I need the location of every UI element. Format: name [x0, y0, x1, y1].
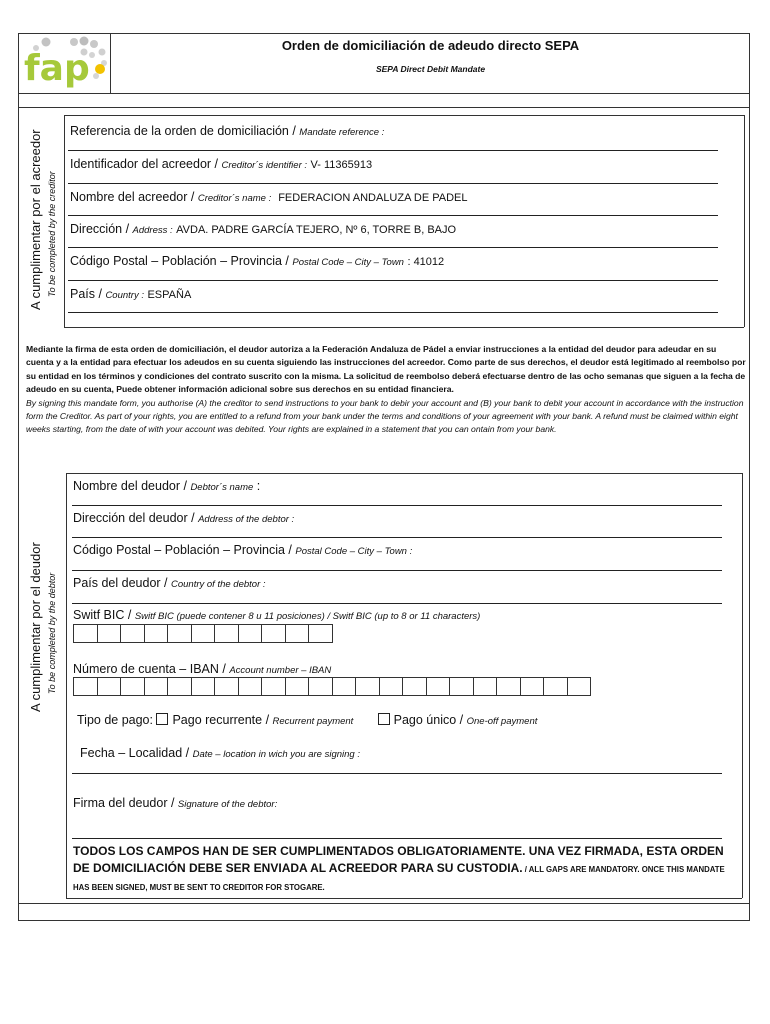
- creditor-identifier-value: V- 11365913: [310, 159, 373, 171]
- iban-character-cell[interactable]: [355, 677, 380, 696]
- debtor-country-label: País del deudor /: [73, 576, 171, 590]
- creditor-identifier-line: [68, 183, 718, 184]
- creditor-country-value: ESPAÑA: [147, 289, 192, 301]
- creditor-name-label: Nombre del acreedor /: [70, 190, 198, 204]
- creditor-postal-field: [70, 254, 444, 268]
- iban-character-cell[interactable]: [97, 677, 122, 696]
- bic-character-cell[interactable]: [191, 624, 216, 643]
- debtor-box-left: [66, 473, 67, 898]
- creditor-identifier-label-en: Creditor´s identifier :: [221, 160, 308, 171]
- debtor-name-suffix: :: [253, 479, 261, 493]
- creditor-country-label: País /: [70, 287, 106, 301]
- bic-field: [73, 608, 480, 622]
- iban-character-cell[interactable]: [567, 677, 592, 696]
- debtor-postal-label: Código Postal – Población – Provincia /: [73, 543, 296, 557]
- signature-input-line[interactable]: [72, 838, 722, 839]
- iban-character-cell[interactable]: [520, 677, 545, 696]
- signature-label-en: Signature of the debtor:: [177, 799, 278, 810]
- one-off-payment-label: Pago único /: [393, 713, 467, 727]
- creditor-address-line: [68, 247, 718, 248]
- debtor-side-label-en: To be completed by the debtor: [47, 572, 57, 694]
- iban-label-en: Account number – IBAN: [229, 665, 332, 676]
- signature-field: [73, 796, 277, 810]
- creditor-address-field: [70, 222, 456, 236]
- iban-character-cell[interactable]: [496, 677, 521, 696]
- iban-character-cell[interactable]: [379, 677, 404, 696]
- one-off-payment-label-en: One-off payment: [466, 716, 538, 727]
- iban-character-cell[interactable]: [191, 677, 216, 696]
- bic-character-cell[interactable]: [73, 624, 98, 643]
- bic-character-cell[interactable]: [120, 624, 145, 643]
- signature-label: Firma del deudor /: [73, 796, 178, 810]
- mandatory-notice: [73, 843, 733, 896]
- debtor-name-label-en: Debtor´s name: [190, 482, 254, 493]
- iban-character-cell[interactable]: [238, 677, 263, 696]
- header-divider: [18, 93, 750, 94]
- date-location-label: Fecha – Localidad /: [80, 746, 193, 760]
- creditor-name-label-en: Creditor´s name :: [197, 193, 272, 204]
- date-location-field: [80, 746, 360, 760]
- iban-character-cell[interactable]: [214, 677, 239, 696]
- bic-label-en: Switf BIC (puede contener 8 u 11 posiciones) / Switf BIC (up to 8 or 11 characters): [134, 611, 481, 622]
- mandate-reference-label: Referencia de la orden de domiciliación /: [70, 124, 300, 138]
- debtor-postal-input-line[interactable]: [72, 570, 722, 571]
- date-location-input-line[interactable]: [72, 773, 722, 774]
- form-subtitle: SEPA Direct Debit Mandate: [375, 64, 486, 74]
- mandate-reference-line: [68, 150, 718, 151]
- creditor-country-label-en: Country :: [105, 290, 144, 301]
- debtor-address-label-en: Address of the debtor :: [198, 514, 295, 525]
- debtor-address-field: [73, 511, 294, 525]
- legal-text-en: By signing this mandate form, you authorise (A) the creditor to send instructions to your bank to debir your account and (B) your bank to debit your account in accordance with the instruction form the Creditor. As part of your rights, you are entitled to a refund from your bank under the terms and conditions of your agreement with your bank. A refund must be claimed within eight weeks starting, from the date of with your account was debited. Your rights are explained in a statement that you can ontain from your bank.: [26, 397, 744, 435]
- creditor-address-label-en: Address :: [132, 225, 173, 236]
- creditor-name-line: [68, 215, 718, 216]
- bic-character-cell[interactable]: [238, 624, 263, 643]
- iban-character-cell[interactable]: [473, 677, 498, 696]
- creditor-address-value: AVDA. PADRE GARCÍA TEJERO, Nº 6, TORRE B, BAJO: [176, 224, 457, 236]
- creditor-country-field: [70, 287, 191, 301]
- bic-character-cell[interactable]: [167, 624, 192, 643]
- bic-character-cell[interactable]: [308, 624, 333, 643]
- iban-character-cell[interactable]: [120, 677, 145, 696]
- debtor-name-label: Nombre del deudor /: [73, 479, 191, 493]
- creditor-postal-line: [68, 280, 718, 281]
- debtor-address-label: Dirección del deudor /: [73, 511, 199, 525]
- mandate-reference-label-en: Mandate reference :: [299, 127, 385, 138]
- iban-label: Número de cuenta – IBAN /: [73, 662, 230, 676]
- debtor-box-right: [742, 473, 743, 898]
- creditor-side-label-en: To be completed by the creditor: [47, 171, 57, 297]
- logo-text: fap: [24, 48, 90, 89]
- creditor-identifier-label: Identificador del acreedor /: [70, 157, 222, 171]
- bic-label: Switf BIC /: [73, 608, 135, 622]
- mandate-reference-field: [70, 124, 384, 138]
- iban-input-cells[interactable]: [73, 677, 590, 696]
- debtor-country-field: [73, 576, 266, 590]
- creditor-identifier-field: [70, 157, 372, 171]
- legal-text-es: Mediante la firma de esta orden de domiciliación, el deudor autoriza a la Federación Andaluza de Pádel a enviar instrucciones a la entidad del deudor para adeudar en su cuenta y a la entidad para efectuar los adeudos en su cuenta siguiendo las instrucciones del acreedor. Como parte de sus derechos, el deudor está legitimado al reembolso por su entidad en los términos y condiciones del contrato suscrito con la misma. La solicitud de reembolso deberá efectuarse dentro de las ocho semanas que siguen a la fecha de adeudo en su cuenta, Puede obtener información adicional sobre sus derechos en su entidad financiera.: [26, 344, 746, 395]
- creditor-box-bottom: [64, 327, 744, 328]
- creditor-country-line: [68, 312, 718, 313]
- creditor-postal-label: Código Postal – Población – Provincia /: [70, 254, 293, 268]
- iban-character-cell[interactable]: [402, 677, 427, 696]
- spacer-divider: [18, 107, 750, 108]
- form-title: Orden de domiciliación de adeudo directo SEPA: [281, 38, 580, 53]
- creditor-box-left: [64, 115, 65, 327]
- iban-character-cell[interactable]: [167, 677, 192, 696]
- iban-character-cell[interactable]: [426, 677, 451, 696]
- debtor-box-bottom: [66, 898, 742, 899]
- mandatory-notice-en: / ALL GAPS ARE MANDATORY. ONCE THIS MANDATE HAS BEEN SIGNED, MUST BE SENT TO CREDITOR FOR STOGARE.: [73, 865, 725, 892]
- creditor-postal-label-en: Postal Code – City – Town: [292, 257, 404, 268]
- debtor-box-top: [66, 473, 742, 474]
- creditor-postal-value: : 41012: [407, 256, 445, 268]
- creditor-address-label: Dirección /: [70, 222, 133, 236]
- header-divider-vertical: [110, 33, 111, 93]
- debtor-name-field: [73, 479, 260, 493]
- creditor-side-label: A cumplimentar por el acreedor: [28, 129, 43, 310]
- date-location-label-en: Date – location in wich you are signing :: [192, 749, 360, 760]
- recurrent-payment-label: Pago recurrente /: [172, 713, 273, 727]
- recurrent-payment-label-en: Recurrent payment: [272, 716, 354, 727]
- iban-character-cell[interactable]: [449, 677, 474, 696]
- legal-text: [26, 343, 746, 437]
- fap-logo: [22, 36, 108, 92]
- bic-input-cells[interactable]: [73, 624, 332, 643]
- creditor-name-value: FEDERACION ANDALUZA DE PADEL: [278, 192, 468, 204]
- bic-character-cell[interactable]: [214, 624, 239, 643]
- creditor-box-top: [64, 115, 744, 116]
- bic-character-cell[interactable]: [285, 624, 310, 643]
- payment-type-field: [77, 713, 537, 727]
- recurrent-payment-checkbox[interactable]: [156, 713, 168, 725]
- iban-character-cell[interactable]: [285, 677, 310, 696]
- creditor-box-right: [744, 115, 745, 327]
- iban-character-cell[interactable]: [261, 677, 286, 696]
- iban-character-cell[interactable]: [308, 677, 333, 696]
- bic-character-cell[interactable]: [144, 624, 169, 643]
- debtor-side-label: A cumplimentar por el deudor: [28, 542, 43, 712]
- payment-type-label: Tipo de pago:: [77, 713, 157, 727]
- iban-character-cell[interactable]: [332, 677, 357, 696]
- iban-character-cell[interactable]: [144, 677, 169, 696]
- iban-character-cell[interactable]: [73, 677, 98, 696]
- debtor-country-label-en: Country of the debtor :: [170, 579, 266, 590]
- debtor-postal-label-en: Postal Code – City – Town :: [295, 546, 413, 557]
- iban-character-cell[interactable]: [543, 677, 568, 696]
- creditor-name-field: [70, 190, 467, 204]
- debtor-name-input-line[interactable]: [72, 505, 722, 506]
- footer-divider: [18, 903, 750, 904]
- debtor-address-input-line[interactable]: [72, 537, 722, 538]
- bic-character-cell[interactable]: [97, 624, 122, 643]
- debtor-country-input-line[interactable]: [72, 603, 722, 604]
- one-off-payment-checkbox[interactable]: [378, 713, 390, 725]
- iban-field: [73, 662, 331, 676]
- debtor-postal-field: [73, 543, 412, 557]
- mandatory-notice-es: TODOS LOS CAMPOS HAN DE SER CUMPLIMENTADOS OBLIGATORIAMENTE. UNA VEZ FIRMADA, ESTA ORDEN DE DOMICILIACIÓN DEBE SER ENVIADA AL ACREEDOR PARA SU CUSTODIA.: [73, 844, 724, 875]
- bic-character-cell[interactable]: [261, 624, 286, 643]
